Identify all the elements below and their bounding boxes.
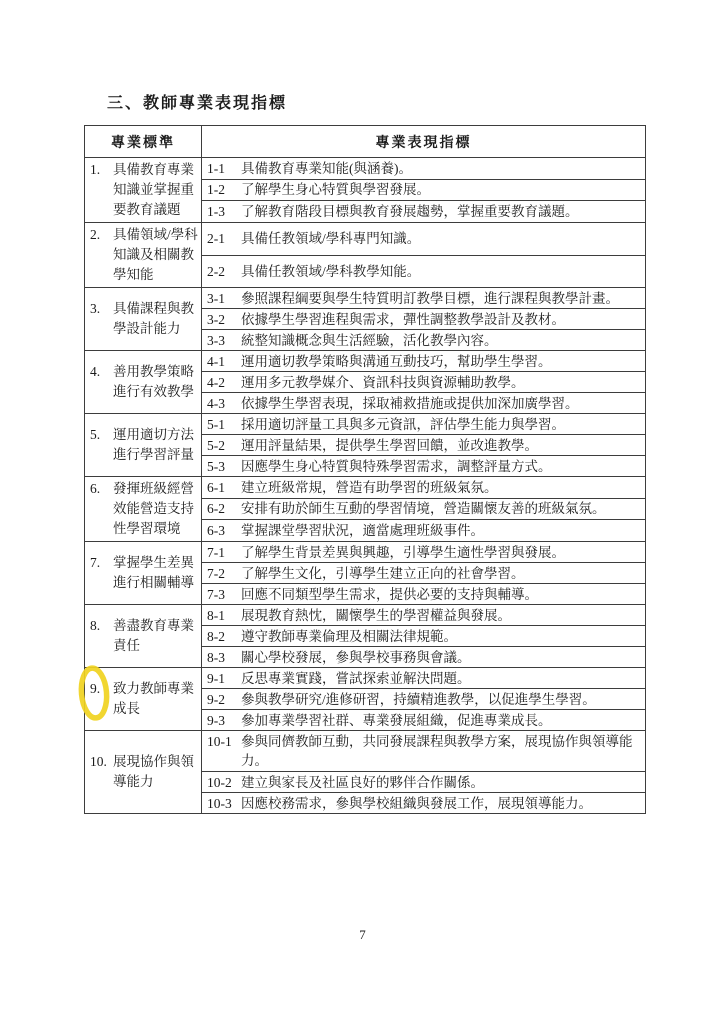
indicator-code: 1-3 xyxy=(207,204,225,220)
table-row xyxy=(85,414,646,435)
standard-number: 2. xyxy=(90,227,101,242)
indicator-cell xyxy=(202,414,646,435)
indicator-cell xyxy=(202,330,646,351)
table-row xyxy=(85,731,646,772)
indicator-code: 5-3 xyxy=(207,458,225,474)
indicator-text: 運用適切教學策略與溝通互動技巧，幫助學生學習。 xyxy=(241,353,552,369)
indicator-text: 參與教學研究/進修研習，持續精進教學，以促進學生學習。 xyxy=(241,691,596,707)
indicator-text: 反思專業實踐，嘗試探索並解決問題。 xyxy=(241,670,471,686)
standard-number: 1. xyxy=(90,162,101,177)
standard-number: 6. xyxy=(90,481,101,496)
table-row xyxy=(85,668,646,689)
indicator-code: 7-2 xyxy=(207,565,225,581)
standard-number: 10. xyxy=(90,754,107,769)
indicator-text: 安排有助於師生互動的學習情境，營造關懷友善的班級氣氛。 xyxy=(241,501,606,517)
indicator-cell xyxy=(202,201,646,223)
indicator-text: 建立班級常規，營造有助學習的班級氣氛。 xyxy=(241,479,498,495)
indicator-text: 具備任教領域/學科專門知識。 xyxy=(241,231,421,247)
indicator-cell xyxy=(202,605,646,626)
indicator-text: 遵守教師專業倫理及相關法律規範。 xyxy=(241,628,457,644)
indicator-cell xyxy=(202,351,646,372)
standard-number: 9. xyxy=(90,681,101,696)
indicator-text: 回應不同類型學生需求，提供必要的支持與輔導。 xyxy=(241,586,538,602)
indicator-code: 4-2 xyxy=(207,374,225,390)
standard-number: 5. xyxy=(90,427,101,442)
standard-text: 展現協作與領導能力 xyxy=(113,754,194,789)
standard-text: 具備課程與教學設計能力 xyxy=(113,301,194,336)
standard-text: 善盡教育專業責任 xyxy=(113,618,194,653)
indicator-text: 採用適切評量工具與多元資訊，評估學生能力與學習。 xyxy=(241,416,565,432)
indicator-code: 8-2 xyxy=(207,628,225,644)
standard-number: 8. xyxy=(90,618,101,633)
indicator-text: 依據學生學習表現，採取補救措施或提供加深加廣學習。 xyxy=(241,395,579,411)
standard-text: 發揮班級經營效能營造支持性學習環境 xyxy=(113,481,194,536)
indicator-code: 3-1 xyxy=(207,290,225,306)
standard-text: 致力教師專業成長 xyxy=(113,681,194,716)
indicator-code: 9-2 xyxy=(207,691,225,707)
standard-cell-6 xyxy=(85,477,202,542)
indicator-code: 3-2 xyxy=(207,311,225,327)
indicator-text: 了解學生背景差異與興趣，引導學生適性學習與發展。 xyxy=(241,544,565,560)
indicator-text: 掌握課堂學習狀況，適當處理班級事件。 xyxy=(241,523,484,539)
table-row xyxy=(85,288,646,309)
indicator-cell xyxy=(202,563,646,584)
indicator-text: 運用多元教學媒介、資訊科技與資源輔助教學。 xyxy=(241,374,525,390)
indicator-cell xyxy=(202,647,646,668)
indicator-cell xyxy=(202,793,646,814)
standard-cell-8 xyxy=(85,605,202,668)
standard-cell-5 xyxy=(85,414,202,477)
standard-cell-4 xyxy=(85,351,202,414)
standard-text: 具備領域/學科知識及相關教學知能 xyxy=(113,227,198,282)
standard-text: 具備教育專業知識並掌握重要教育議題 xyxy=(113,162,194,217)
indicator-cell xyxy=(202,393,646,414)
indicator-cell xyxy=(202,477,646,499)
indicator-code: 4-1 xyxy=(207,353,225,369)
table-row xyxy=(85,223,646,256)
indicator-code: 6-3 xyxy=(207,523,225,539)
table-row xyxy=(85,351,646,372)
indicator-text: 關心學校發展，參與學校事務與會議。 xyxy=(241,649,471,665)
indicator-code: 2-1 xyxy=(207,231,225,247)
indicator-code: 9-3 xyxy=(207,712,225,728)
indicator-code: 6-1 xyxy=(207,479,225,495)
standard-cell-1 xyxy=(85,158,202,223)
indicator-code: 2-2 xyxy=(207,263,225,279)
standard-text: 運用適切方法進行學習評量 xyxy=(113,427,194,462)
table-row xyxy=(85,477,646,499)
page-number: 7 xyxy=(359,927,366,942)
indicator-text: 參照課程綱要與學生特質明訂教學目標，進行課程與教學計畫。 xyxy=(241,290,619,306)
indicator-cell xyxy=(202,772,646,793)
indicator-cell xyxy=(202,255,646,288)
indicator-text: 統整知識概念與生活經驗，活化教學內容。 xyxy=(241,332,498,348)
table-header-row xyxy=(85,126,646,158)
page-title: 三、教師專業表現指標 xyxy=(107,95,288,112)
standard-text: 善用教學策略進行有效教學 xyxy=(113,364,194,399)
indicator-code: 8-3 xyxy=(207,649,225,665)
indicator-code: 5-2 xyxy=(207,437,225,453)
indicator-code: 7-1 xyxy=(207,544,225,560)
indicator-cell xyxy=(202,584,646,605)
indicator-cell xyxy=(202,288,646,309)
table-row xyxy=(85,158,646,180)
indicator-code: 6-2 xyxy=(207,501,225,517)
indicator-code: 4-3 xyxy=(207,395,225,411)
indicator-code: 10-3 xyxy=(207,795,232,811)
indicator-cell xyxy=(202,689,646,710)
indicator-code: 5-1 xyxy=(207,416,225,432)
indicator-code: 8-1 xyxy=(207,607,225,623)
indicator-code: 1-2 xyxy=(207,182,225,198)
indicator-cell xyxy=(202,520,646,542)
indicator-cell xyxy=(202,542,646,563)
indicator-code: 1-1 xyxy=(207,160,225,176)
indicator-cell xyxy=(202,158,646,180)
indicator-text: 建立與家長及社區良好的夥伴合作關係。 xyxy=(241,774,484,790)
indicator-table xyxy=(84,125,646,814)
indicator-cell xyxy=(202,372,646,393)
standard-number: 3. xyxy=(90,301,101,316)
indicator-text: 了解教育階段目標與教育發展趨勢，掌握重要教育議題。 xyxy=(241,204,579,220)
indicator-code: 10-2 xyxy=(207,774,232,790)
header-indicator: 專業表現指標 xyxy=(202,126,646,158)
standard-cell-2 xyxy=(85,223,202,288)
indicator-text: 展現教育熱忱，關懷學生的學習權益與發展。 xyxy=(241,607,511,623)
standard-cell-10 xyxy=(85,731,202,814)
indicator-code: 10-1 xyxy=(207,734,232,749)
indicator-text: 參加專業學習社群、專業發展組織，促進專業成長。 xyxy=(241,712,552,728)
indicator-cell xyxy=(202,435,646,456)
indicator-cell xyxy=(202,731,646,772)
indicator-text: 因應學生身心特質與特殊學習需求，調整評量方式。 xyxy=(241,458,552,474)
standard-text: 掌握學生差異進行相關輔導 xyxy=(113,555,194,590)
indicator-text: 運用評量結果，提供學生學習回饋，並改進教學。 xyxy=(241,437,538,453)
table-row xyxy=(85,605,646,626)
indicator-text: 參與同儕教師互動，共同發展課程與教學方案，展現協作與領導能力。 xyxy=(241,734,633,768)
indicator-text: 具備任教領域/學科教學知能。 xyxy=(241,263,421,279)
indicator-cell xyxy=(202,179,646,201)
indicator-cell xyxy=(202,223,646,256)
indicator-code: 9-1 xyxy=(207,670,225,686)
standard-number: 4. xyxy=(90,364,101,379)
table-row xyxy=(85,542,646,563)
indicator-text: 了解學生身心特質與學習發展。 xyxy=(241,182,430,198)
indicator-text: 了解學生文化，引導學生建立正向的社會學習。 xyxy=(241,565,525,581)
header-standard: 專業標準 xyxy=(85,126,202,158)
indicator-cell xyxy=(202,626,646,647)
standard-cell-3 xyxy=(85,288,202,351)
indicator-cell xyxy=(202,309,646,330)
indicator-cell xyxy=(202,498,646,520)
indicator-code: 7-3 xyxy=(207,586,225,602)
indicator-cell xyxy=(202,668,646,689)
indicator-cell xyxy=(202,710,646,731)
indicator-text: 因應校務需求，參與學校組織與發展工作，展現領導能力。 xyxy=(241,795,592,811)
indicator-text: 依據學生學習進程與需求，彈性調整教學設計及教材。 xyxy=(241,311,565,327)
standard-cell-7 xyxy=(85,542,202,605)
indicator-text: 具備教育專業知能(與涵養)。 xyxy=(241,160,412,176)
indicator-code: 3-3 xyxy=(207,332,225,348)
indicator-cell xyxy=(202,456,646,477)
standard-cell-9 xyxy=(85,668,202,731)
standard-number: 7. xyxy=(90,555,101,570)
